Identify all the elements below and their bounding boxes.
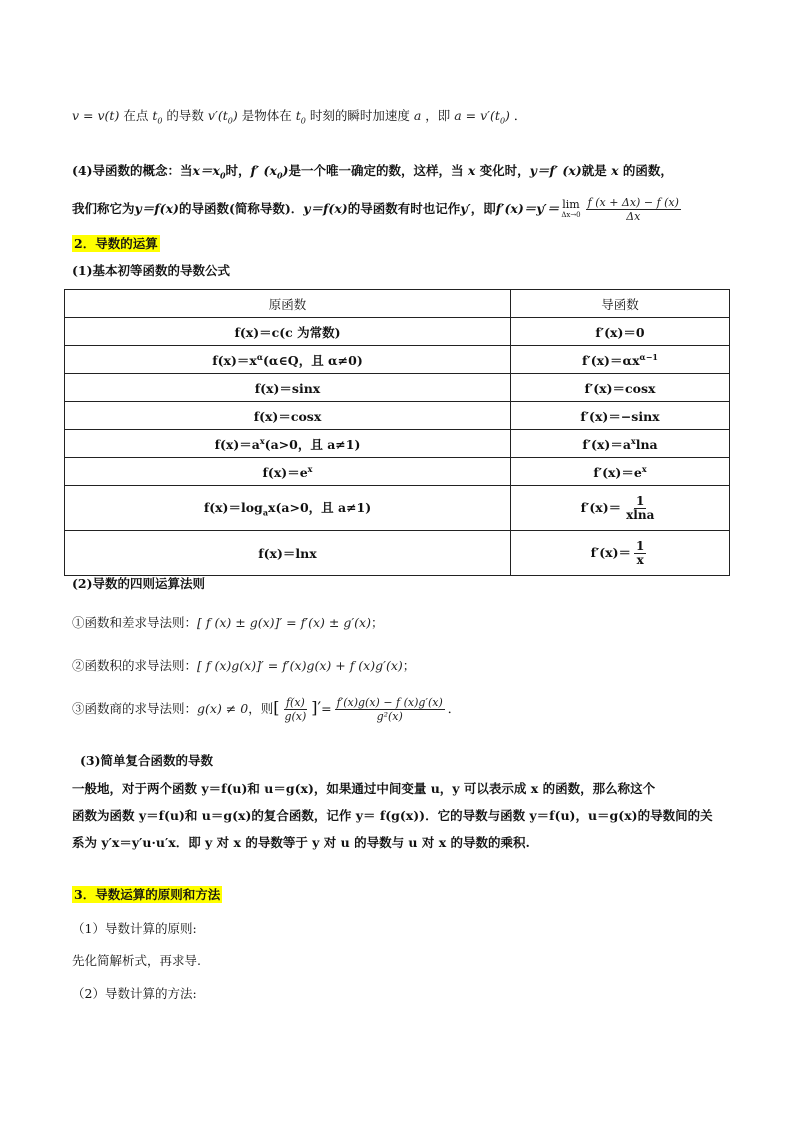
rule-quotient: ③函数商的求导法则：g(x) ≠ 0，则[ $\frac{f(x)}{g(x)}$ ]′= $\frac{f'(x)g(x) - f (x)g'(x)}{\text{g²(x)}}$ ． (72, 696, 461, 723)
difference-quotient: $\frac{f (x + \Delta x) - f (x)}{\Delta x}$ (587, 196, 679, 223)
derivative-function-concept-line2: 我们称它为y＝f(x)的导函数(简称导数)．y＝f(x)的导函数有时也记作y′，即f′(x)＝y′＝ lim Δx→0 $\frac{f (x + \Delta x) - f (x)}{\Delta x}$ (72, 196, 679, 223)
section2-sub1: (1)基本初等函数的导数公式 (72, 263, 231, 278)
section3-p2: 先化简解析式，再求导. (72, 953, 201, 968)
table-row: f(x)＝c(c 为常数) f′(x)＝0 (65, 318, 730, 346)
rule-sum-difference: ①函数和差求导法则：[ f (x) ± g(x)]′ = f′(x) ± g′(x)； (72, 615, 384, 630)
limit-operator: lim Δx→0 (561, 197, 581, 219)
composite-line3: 系为 y′x＝y′u·u′x．即 y 对 x 的导数等于 y 对 u 的导数与 u 对 x 的导数的乘积. (72, 835, 530, 850)
table-header-row (65, 290, 730, 318)
table-row: f(x)＝lnx f′(x)＝ $\frac{1}{x}$ (65, 531, 730, 576)
intro-line: v = v(t) 在点 $t_0$ 的导数 $v'(t_0)$ 是物体在 $t_0$ 时刻的瞬时加速度 a ，即 $a = v'(t_0)$ ． (72, 108, 527, 126)
table-row: f(x)＝cosx f′(x)＝−sinx (65, 402, 730, 430)
header-derivative-function: 导函数 (511, 290, 730, 318)
table-row: $f(x)=a^x(a>0$，且 a≠1) $f'(x)=a^x\ln a$ (65, 430, 730, 458)
section3-p1: （1）导数计算的原则: (72, 921, 197, 936)
table-row: f(x)＝sinx f′(x)＝cosx (65, 374, 730, 402)
composite-line2: 函数为函数 y＝f(u)和 u＝g(x)的复合函数，记作 y＝ f(g(x))．它的导数与函数 y＝f(u)，u＝g(x)的导数间的关 (72, 808, 713, 823)
rule-product: ②函数积的求导法则：[ f (x)g(x)]′ = f′(x)g(x) + f (x)g′(x)； (72, 658, 416, 673)
table-row: $f(x)=\log_ax(a>0$，且 a≠1) f′(x)＝ $\frac{1}{xlna}$ (65, 486, 730, 531)
section3-title: 3．导数运算的原则和方法 (74, 887, 221, 902)
section3-p3: （2）导数计算的方法: (72, 986, 197, 1001)
derivative-function-concept-line1: (4)导函数的概念：当$x=x_0$时，f′ $(x_0)$是一个唯一确定的数，这样，当 x 变化时，y＝f′ (x)就是 x 的函数， (72, 163, 673, 181)
section2-title: 2．导数的运算 (74, 236, 158, 251)
table-row: $f(x)=e^x$ $f'(x)=e^x$ (65, 458, 730, 486)
section2-sub2: (2)导数的四则运算法则 (72, 576, 206, 591)
composite-line1: 一般地，对于两个函数 y＝f(u)和 u＝g(x)，如果通过中间变量 u，y 可以表示成 x 的函数，那么称这个 (72, 781, 656, 796)
derivative-formula-table (64, 289, 730, 576)
table-row: $f(x)=x^\alpha(\alpha\in Q$，且 α≠0) $f'(x)=\alpha x^{\alpha-1}$ (65, 346, 730, 374)
header-original-function: 原函数 (65, 290, 511, 318)
section2-sub3: (3)简单复合函数的导数 (80, 753, 214, 768)
